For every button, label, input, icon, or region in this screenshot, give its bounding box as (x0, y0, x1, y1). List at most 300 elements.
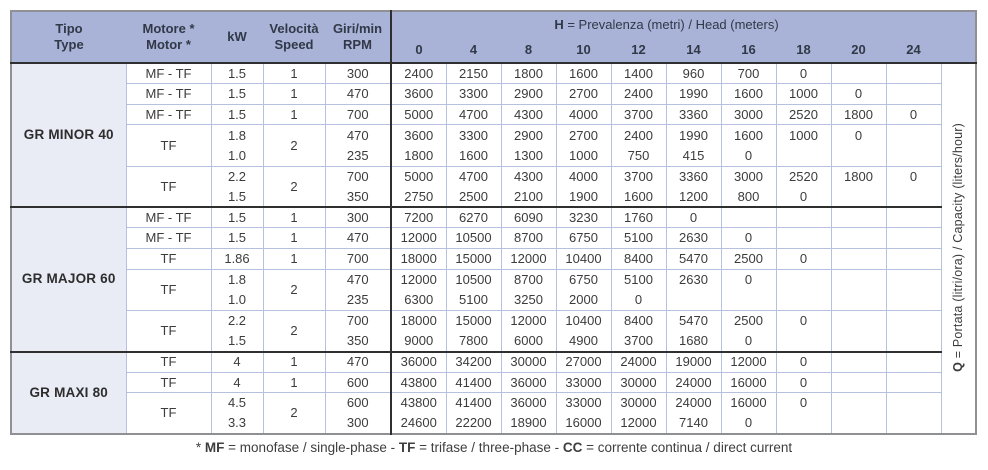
cell-head-4: 10500 (446, 228, 501, 249)
cell-rpm: 350 (325, 187, 391, 208)
cell-head-18: 0 (776, 372, 831, 393)
header-row-1 (11, 11, 976, 39)
cell-head-16: 12000 (721, 352, 776, 373)
capacity-axis-label (952, 123, 965, 372)
cell-head-4: 4700 (446, 166, 501, 187)
cell-speed: 2 (263, 125, 325, 166)
cell-head-10: 2700 (556, 125, 611, 146)
cell-kw: 1.0 (211, 145, 263, 166)
cell-head-14: 960 (666, 63, 721, 84)
cell-head-12: 3700 (611, 166, 666, 187)
cell-speed: 1 (263, 104, 325, 125)
cell-motor: TF (126, 352, 211, 373)
head-value-16: 16 (721, 39, 776, 63)
head-label-symbol: H (554, 17, 564, 33)
cell-head-0: 1800 (391, 145, 446, 166)
cell-head-16: 0 (721, 413, 776, 434)
cell-head-0: 36000 (391, 352, 446, 373)
head-value-8: 8 (501, 39, 556, 63)
cell-head-14: 19000 (666, 352, 721, 373)
cell-head-0: 9000 (391, 331, 446, 352)
cell-head-24 (886, 393, 941, 414)
table-row (11, 352, 976, 373)
footnote-tf-text: = trifase / three-phase - (415, 440, 563, 455)
cell-head-24 (886, 248, 941, 269)
col-header-motore-line2: Motor * (146, 37, 191, 52)
cell-motor: MF - TF (126, 63, 211, 84)
cell-head-0: 3600 (391, 84, 446, 105)
footnote-cc-abbrev: CC (562, 440, 583, 455)
cell-head-4: 2500 (446, 187, 501, 208)
cell-motor: TF (126, 125, 211, 166)
group-name-cell: GR MAXI 80 (11, 352, 126, 434)
cell-head-24 (886, 228, 941, 249)
col-header-kw: kW (211, 11, 263, 63)
table-row (11, 104, 976, 125)
table-row (11, 269, 976, 290)
cell-kw: 2.2 (211, 166, 263, 187)
head-value-0: 0 (391, 39, 446, 63)
cell-head-10: 6750 (556, 228, 611, 249)
cell-head-4: 34200 (446, 352, 501, 373)
cell-head-0: 12000 (391, 269, 446, 290)
cell-head-12: 30000 (611, 372, 666, 393)
cell-motor: TF (126, 393, 211, 434)
cell-head-14: 5470 (666, 248, 721, 269)
table-row (11, 393, 976, 414)
cell-head-20: 0 (831, 125, 886, 146)
col-header-tipo-line2: Type (54, 37, 84, 52)
cell-speed: 2 (263, 310, 325, 351)
cell-head-16: 0 (721, 145, 776, 166)
cell-speed: 1 (263, 248, 325, 269)
cell-head-16 (721, 290, 776, 311)
cell-motor: MF - TF (126, 104, 211, 125)
cell-head-8: 8700 (501, 269, 556, 290)
cell-head-20 (831, 269, 886, 290)
cell-head-14: 5470 (666, 310, 721, 331)
cell-head-20: 1800 (831, 104, 886, 125)
col-header-velocita-line1: Velocità (269, 20, 319, 36)
cell-head-18 (776, 331, 831, 352)
cell-rpm: 235 (325, 145, 391, 166)
col-header-velocita (263, 11, 325, 63)
cell-head-8: 6090 (501, 207, 556, 228)
cell-head-24 (886, 145, 941, 166)
head-value-10: 10 (556, 39, 611, 63)
cell-head-20 (831, 310, 886, 331)
cell-head-24 (886, 187, 941, 208)
cell-kw: 4.5 (211, 393, 263, 414)
cell-head-12: 24000 (611, 352, 666, 373)
cell-head-10: 10400 (556, 310, 611, 331)
cell-head-10: 1600 (556, 63, 611, 84)
table-body (11, 63, 976, 434)
cell-head-24 (886, 352, 941, 373)
cell-head-14: 415 (666, 145, 721, 166)
table-row (11, 84, 976, 105)
cell-head-24: 0 (886, 104, 941, 125)
cell-head-20 (831, 145, 886, 166)
cell-rpm: 470 (325, 352, 391, 373)
cell-head-14: 3360 (666, 104, 721, 125)
cell-head-4: 15000 (446, 310, 501, 331)
cell-head-14: 2630 (666, 269, 721, 290)
cell-head-18: 0 (776, 63, 831, 84)
cell-head-16: 0 (721, 228, 776, 249)
cell-head-8: 12000 (501, 310, 556, 331)
cell-head-24 (886, 269, 941, 290)
footnote-tf-abbrev: TF (398, 440, 416, 455)
cell-rpm: 300 (325, 207, 391, 228)
cell-head-0: 12000 (391, 228, 446, 249)
cell-head-24 (886, 310, 941, 331)
cell-head-14: 0 (666, 207, 721, 228)
cell-speed: 1 (263, 372, 325, 393)
cell-head-8: 4300 (501, 104, 556, 125)
cell-head-10: 2000 (556, 290, 611, 311)
cell-head-10: 1900 (556, 187, 611, 208)
cell-head-12: 1600 (611, 187, 666, 208)
cell-head-10: 33000 (556, 393, 611, 414)
cell-kw: 1.8 (211, 125, 263, 146)
cell-head-0: 5000 (391, 166, 446, 187)
head-value-18: 18 (776, 39, 831, 63)
cell-head-0: 6300 (391, 290, 446, 311)
cell-head-8: 30000 (501, 352, 556, 373)
capacity-axis-cell (941, 63, 976, 434)
cell-head-18 (776, 269, 831, 290)
cell-head-14: 2630 (666, 228, 721, 249)
cell-head-4: 5100 (446, 290, 501, 311)
cell-motor: MF - TF (126, 207, 211, 228)
head-label-text: = Prevalenza (metri) / Head (meters) (563, 17, 779, 33)
cell-head-12: 3700 (611, 104, 666, 125)
table-row (11, 228, 976, 249)
cell-head-16: 1600 (721, 84, 776, 105)
footnote-mf-text: = monofase / single-phase - (224, 440, 399, 455)
cell-head-10: 4900 (556, 331, 611, 352)
col-header-head-meters (391, 11, 941, 39)
table-row (11, 372, 976, 393)
cell-head-4: 6270 (446, 207, 501, 228)
cell-head-18: 2520 (776, 104, 831, 125)
cell-speed: 1 (263, 207, 325, 228)
capacity-label-text: = Portata (litri/ora) / Capacity (liters/hour) (950, 122, 965, 362)
cell-head-24 (886, 372, 941, 393)
cell-head-0: 43800 (391, 393, 446, 414)
cell-kw: 1.5 (211, 228, 263, 249)
table-row (11, 310, 976, 331)
cell-rpm: 700 (325, 166, 391, 187)
cell-kw: 4 (211, 372, 263, 393)
cell-head-16: 16000 (721, 372, 776, 393)
cell-head-0: 24600 (391, 413, 446, 434)
pump-specifications-table (10, 10, 977, 435)
cell-head-16: 0 (721, 269, 776, 290)
cell-head-24: 0 (886, 166, 941, 187)
table-row (11, 63, 976, 84)
cell-speed: 2 (263, 269, 325, 310)
cell-head-0: 3600 (391, 125, 446, 146)
cell-rpm: 470 (325, 228, 391, 249)
cell-head-12: 750 (611, 145, 666, 166)
cell-head-14: 1680 (666, 331, 721, 352)
cell-rpm: 700 (325, 248, 391, 269)
cell-head-8: 2900 (501, 125, 556, 146)
cell-head-18 (776, 290, 831, 311)
cell-head-20 (831, 331, 886, 352)
cell-head-20 (831, 393, 886, 414)
cell-head-14: 7140 (666, 413, 721, 434)
cell-head-14: 24000 (666, 393, 721, 414)
cell-head-16: 1600 (721, 125, 776, 146)
cell-head-24 (886, 413, 941, 434)
cell-head-4: 2150 (446, 63, 501, 84)
cell-head-0: 2400 (391, 63, 446, 84)
cell-head-18: 0 (776, 248, 831, 269)
cell-speed: 1 (263, 352, 325, 373)
cell-head-0: 5000 (391, 104, 446, 125)
cell-head-0: 18000 (391, 310, 446, 331)
cell-kw: 3.3 (211, 413, 263, 434)
cell-head-0: 2750 (391, 187, 446, 208)
cell-head-18: 0 (776, 187, 831, 208)
cell-head-20 (831, 63, 886, 84)
cell-head-20 (831, 248, 886, 269)
cell-head-18: 0 (776, 393, 831, 414)
cell-head-4: 3300 (446, 125, 501, 146)
cell-head-0: 18000 (391, 248, 446, 269)
cell-kw: 4 (211, 352, 263, 373)
cell-kw: 1.0 (211, 290, 263, 311)
cell-head-10: 6750 (556, 269, 611, 290)
cell-head-18 (776, 228, 831, 249)
cell-head-0: 43800 (391, 372, 446, 393)
cell-head-8: 18900 (501, 413, 556, 434)
cell-head-4: 41400 (446, 393, 501, 414)
cell-head-16: 2500 (721, 248, 776, 269)
cell-speed: 1 (263, 63, 325, 84)
cell-head-10: 3230 (556, 207, 611, 228)
cell-motor: TF (126, 166, 211, 207)
cell-rpm: 350 (325, 331, 391, 352)
cell-head-20 (831, 352, 886, 373)
cell-head-12: 8400 (611, 310, 666, 331)
cell-head-8: 2900 (501, 84, 556, 105)
cell-head-10: 1000 (556, 145, 611, 166)
cell-head-12: 8400 (611, 248, 666, 269)
cell-head-16 (721, 207, 776, 228)
cell-head-12: 1400 (611, 63, 666, 84)
head-value-4: 4 (446, 39, 501, 63)
cell-head-24 (886, 84, 941, 105)
col-header-tipo (11, 11, 126, 63)
cell-head-8: 6000 (501, 331, 556, 352)
col-header-giri-line2: RPM (343, 37, 372, 52)
table-row (11, 166, 976, 187)
cell-head-20 (831, 290, 886, 311)
cell-head-24 (886, 331, 941, 352)
cell-kw: 1.5 (211, 104, 263, 125)
cell-head-20 (831, 372, 886, 393)
cell-head-4: 10500 (446, 269, 501, 290)
cell-motor: TF (126, 269, 211, 310)
cell-rpm: 600 (325, 372, 391, 393)
cell-head-14: 1990 (666, 84, 721, 105)
cell-head-18: 1000 (776, 84, 831, 105)
cell-speed: 1 (263, 84, 325, 105)
cell-head-24 (886, 207, 941, 228)
head-value-24: 24 (886, 39, 941, 63)
cell-head-16: 0 (721, 331, 776, 352)
cell-head-18: 0 (776, 310, 831, 331)
footnote-asterisk: * (195, 440, 205, 455)
cell-head-8: 2100 (501, 187, 556, 208)
cell-kw: 1.5 (211, 187, 263, 208)
cell-rpm: 470 (325, 84, 391, 105)
cell-head-8: 1800 (501, 63, 556, 84)
cell-head-10: 33000 (556, 372, 611, 393)
cell-head-18 (776, 207, 831, 228)
cell-head-24 (886, 290, 941, 311)
cell-rpm: 600 (325, 393, 391, 414)
col-header-tipo-line1: Tipo (55, 20, 83, 36)
cell-head-16: 16000 (721, 393, 776, 414)
cell-head-18: 1000 (776, 125, 831, 146)
cell-rpm: 470 (325, 125, 391, 146)
cell-head-20 (831, 228, 886, 249)
cell-head-12: 2400 (611, 84, 666, 105)
cell-head-8: 12000 (501, 248, 556, 269)
table-row (11, 207, 976, 228)
cell-head-18 (776, 145, 831, 166)
cell-kw: 1.5 (211, 84, 263, 105)
cell-head-16: 700 (721, 63, 776, 84)
cell-head-20: 1800 (831, 166, 886, 187)
head-value-20: 20 (831, 39, 886, 63)
cell-head-10: 27000 (556, 352, 611, 373)
cell-speed: 1 (263, 228, 325, 249)
cell-motor: TF (126, 248, 211, 269)
col-header-motore-line1: Motore * (142, 20, 195, 36)
cell-head-12: 2400 (611, 125, 666, 146)
cell-head-16: 800 (721, 187, 776, 208)
col-header-motore (126, 11, 211, 63)
cell-head-16: 3000 (721, 104, 776, 125)
cell-kw: 1.5 (211, 331, 263, 352)
cell-head-10: 10400 (556, 248, 611, 269)
cell-rpm: 470 (325, 269, 391, 290)
cell-head-12: 30000 (611, 393, 666, 414)
cell-head-8: 4300 (501, 166, 556, 187)
cell-head-8: 1300 (501, 145, 556, 166)
footnote-cc-text: = corrente continua / direct current (582, 440, 793, 455)
cell-rpm: 300 (325, 413, 391, 434)
cell-head-20 (831, 187, 886, 208)
cell-head-10: 16000 (556, 413, 611, 434)
cell-head-12: 12000 (611, 413, 666, 434)
col-header-giri (325, 11, 391, 63)
cell-head-8: 8700 (501, 228, 556, 249)
table-row (11, 248, 976, 269)
footnote (0, 440, 988, 455)
cell-head-4: 3300 (446, 84, 501, 105)
cell-head-20: 0 (831, 84, 886, 105)
cell-kw: 1.5 (211, 207, 263, 228)
cell-rpm: 235 (325, 290, 391, 311)
cell-head-14: 1200 (666, 187, 721, 208)
cell-head-12: 1760 (611, 207, 666, 228)
capacity-label-symbol: Q (950, 361, 965, 372)
cell-head-8: 36000 (501, 372, 556, 393)
cell-head-16: 3000 (721, 166, 776, 187)
footnote-mf-abbrev: MF (204, 440, 225, 455)
cell-head-8: 36000 (501, 393, 556, 414)
col-header-giri-line1: Giri/min (332, 20, 383, 36)
cell-kw: 1.8 (211, 269, 263, 290)
cell-speed: 2 (263, 166, 325, 207)
cell-head-4: 7800 (446, 331, 501, 352)
cell-head-4: 4700 (446, 104, 501, 125)
cell-head-16: 2500 (721, 310, 776, 331)
cell-kw: 1.5 (211, 63, 263, 84)
cell-head-12: 0 (611, 290, 666, 311)
cell-head-14: 24000 (666, 372, 721, 393)
cell-head-12: 5100 (611, 228, 666, 249)
cell-head-8: 3250 (501, 290, 556, 311)
cell-speed: 2 (263, 393, 325, 434)
cell-head-10: 2700 (556, 84, 611, 105)
cell-kw: 1.86 (211, 248, 263, 269)
cell-head-12: 3700 (611, 331, 666, 352)
cell-head-10: 4000 (556, 104, 611, 125)
col-header-capacity-spacer (941, 11, 976, 63)
cell-rpm: 700 (325, 104, 391, 125)
col-header-velocita-line2: Speed (274, 37, 314, 52)
cell-head-4: 22200 (446, 413, 501, 434)
cell-head-24 (886, 125, 941, 146)
cell-head-12: 5100 (611, 269, 666, 290)
group-name-cell: GR MINOR 40 (11, 63, 126, 207)
table-row (11, 125, 976, 146)
cell-head-4: 1600 (446, 145, 501, 166)
cell-head-14: 1990 (666, 125, 721, 146)
cell-head-18: 2520 (776, 166, 831, 187)
table-header (11, 11, 976, 63)
cell-motor: MF - TF (126, 84, 211, 105)
cell-motor: TF (126, 310, 211, 351)
cell-head-20 (831, 207, 886, 228)
head-value-12: 12 (611, 39, 666, 63)
cell-head-10: 4000 (556, 166, 611, 187)
cell-kw: 2.2 (211, 310, 263, 331)
cell-head-4: 15000 (446, 248, 501, 269)
cell-head-14 (666, 290, 721, 311)
cell-head-14: 3360 (666, 166, 721, 187)
group-name-cell: GR MAJOR 60 (11, 207, 126, 351)
cell-rpm: 700 (325, 310, 391, 331)
cell-motor: TF (126, 372, 211, 393)
cell-head-0: 7200 (391, 207, 446, 228)
cell-motor: MF - TF (126, 228, 211, 249)
head-value-14: 14 (666, 39, 721, 63)
cell-head-20 (831, 413, 886, 434)
cell-head-18: 0 (776, 352, 831, 373)
cell-head-24 (886, 63, 941, 84)
cell-head-4: 41400 (446, 372, 501, 393)
cell-rpm: 300 (325, 63, 391, 84)
